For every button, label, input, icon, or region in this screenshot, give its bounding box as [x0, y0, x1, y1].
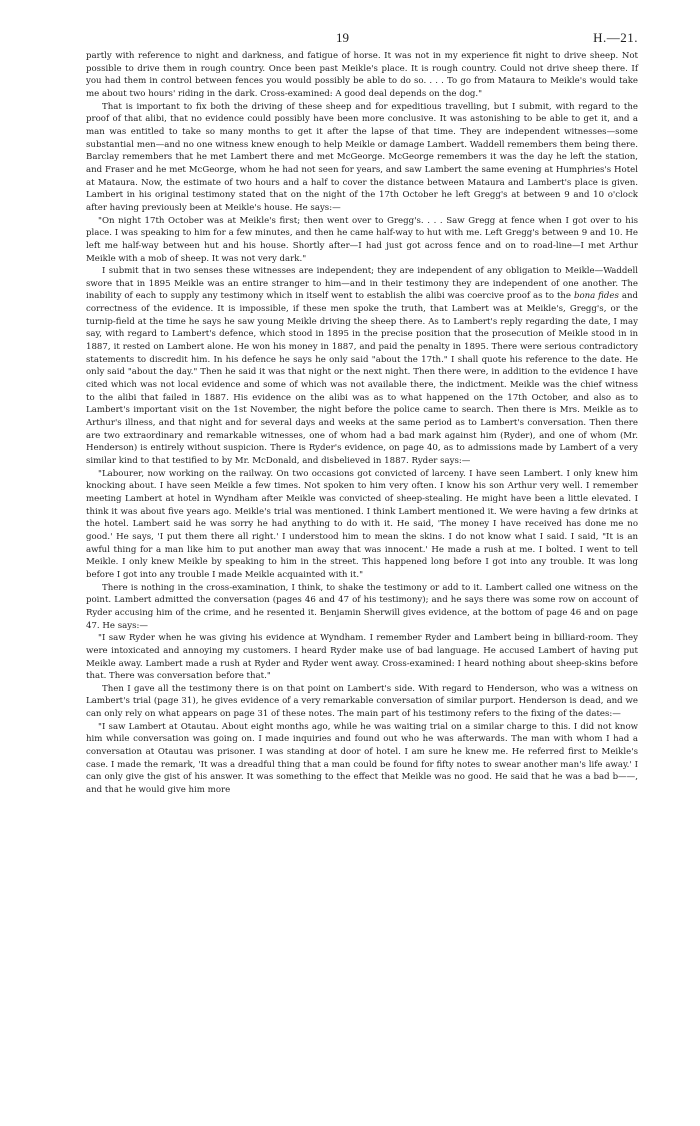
- paragraph: Then I gave all the testimony there is on that point on Lambert's side. With regard to Henderson, who was a witness on Lambert's trial (page 31), he gives evidence of a very remarkable conversation of similar purport. Henderson is dead, and we can only rely on what appears on page 31 of these notes. The main part of his testimony refers to the fixing of the dates:—: [86, 683, 638, 720]
- quoted-testimony: "I saw Lambert at Otautau. About eight months ago, while he was waiting trial on a similar charge to this. I did not know him while conversation was going on. I made inquiries and found out who he was afterwards. The man with whom I had a conversation at Otautau was prisoner. I was standing at door of hotel. I am sure he knew me. He referred first to Meikle's case. I made the remark, 'It was a dreadful thing that a man could be found for fifty notes to swear another man's life away.' I can only give the gist of his answer. It was something to the effect that Meikle was no good. He said that he was a bad b——, and that he would give him more: [86, 721, 638, 796]
- quoted-testimony: "Labourer, now working on the railway. On two occasions got convicted of larceny. I have seen Lambert. I only knew him knocking about. I have seen Meikle a few times. Not spoken to him very often. I know his son Arthur very well. I remember meeting Lambert at hotel in Wyndham after Meikle was convicted of sheep-stealing. He might have been a little elevated. I think it was about five years ago. Meikle's trial was mentioned. I think Lambert mentioned it. We were having a few drinks at the hotel. Lambert said he was sorry he had anything to do with it. He said, 'The money I have received has done me no good.' He says, 'I put them there all right.' I understood him to mean the skins. I do not know what I said. I said, "It is an awful thing for a man like him to put another man away that was innocent.' He made a rush at me. I bolted. I went to tell Meikle. I only knew Meikle by speaking to him in the street. This happened long before I got into any trouble. It was long before I got into any trouble I made Meikle acquainted with it.": [86, 468, 638, 580]
- page-header: [86, 30, 638, 70]
- paragraph: I submit that in two senses these witnesses are independent; they are independent of any obligation to Meikle—Waddell swore that in 1895 Meikle was an entire stranger to him—and in their testimony they are independent of one another. The inability of each to supply any testimony which in itself went to establish the alibi was coercive proof as to the bona fides and correctness of the evidence. It is impossible, if these men spoke the truth, that Lambert was at Meikle's, Gregg's, or the turnip-field at the time he says he saw young Meikle driving the sheep there. As to Lambert's reply regarding the date, I may say, with regard to Lambert's defence, which stood in 1895 in the precise position that the prosecution of Meikle stood in in 1887, it rested on Lambert alone. He won his money in 1887, and paid the penalty in 1895. There were serious contradictory statements to discredit him. In his defence he says he only said "about the 17th." I shall quote his reference to the date. He only said "about the day." Then he said it was that night or the next night. Then there were, in addition to the evidence I have cited which was not local evidence and some of which was not available there, the indictment. Meikle was the chief witness to the alibi that failed in 1887. His evidence on the alibi was as to what happened on the 17th October, and also as to Lambert's important visit on the 1st November, the night before the police came to search. Then there is Mrs. Meikle as to Arthur's illness, and that night and for several days and weeks at the same period as to Lambert's conversation. Then there are two extraordinary and remarkable witnesses, one of whom had a bad mark against him (Ryder), and one of whom (Mr. Henderson) is entirely without suspicion. There is Ryder's evidence, on page 40, as to admissions made by Lambert of a very similar kind to that testified to by Mr. McDonald, and disbelieved in 1887. Ryder says:—: [86, 266, 638, 466]
- page-number: 19: [336, 30, 349, 45]
- document-reference: H.—21.: [593, 30, 638, 45]
- quoted-testimony: "On night 17th October was at Meikle's first; then went over to Gregg's. . . . Saw Gregg at fence when I got over to his place. I was speaking to him for a few minutes, and then he came half-way to hut with me. Left Gregg's between 9 and 10. He left me half-way between hut and his house. Shortly after—I had just got across fence and on to road-line—I met Arthur Meikle with a mob of sheep. It was not very dark.": [86, 215, 638, 264]
- document-body: [86, 50, 638, 797]
- quoted-testimony: "I saw Ryder when he was giving his evidence at Wyndham. I remember Ryder and Lambert being in billiard-room. They were intoxicated and annoying my customers. I heard Ryder make use of bad language. He accused Lambert of having put Meikle away. Lambert made a rush at Ryder and Ryder went away. Cross-examined: I heard nothing about sheep-skins before that. There was conversation before that.": [86, 633, 638, 682]
- paragraph: partly with reference to night and darkness, and fatigue of horse. It was not in my experience fit night to drive sheep. Not possible to drive them in rough country. Once been past Meikle's place. It is rough country. Could not drive sheep there. If you had them in control between fences you would possibly be able to do so. . . . To go from Mataura to Meikle's would take me about two hours' riding in the dark. Cross-examined: A good deal depends on the dog.": [86, 51, 638, 99]
- paragraph: That is important to fix both the driving of these sheep and for expeditious travelling, but I submit, with regard to the proof of that alibi, that no evidence could possibly have been more conclusive. It was astonishing to be able to get it, and a man was entitled to take so many months to get it after the lapse of that time. They are independent witnesses—some substantial men—and no one witness knew enough to help Meikle or damage Lambert. Waddell remembers them being there. Barclay remembers that he met Lambert there and met McGeorge. McGeorge remembers it was the day he left the station, and Fraser and he met McGeorge, whom he had not seen for years, and saw Lambert the same evening at Humphries's Hotel at Mataura. Now, the estimate of two hours and a half to cover the distance between Mataura and Lambert's place is given. Lambert in his original testimony stated that on the night of the 17th October he left Gregg's at between 9 and 10 o'clock after having previously been at Meikle's house. He says:—: [86, 101, 638, 213]
- paragraph: There is nothing in the cross-examination, I think, to shake the testimony or add to it. Lambert called one witness on the point. Lambert admitted the conversation (pages 46 and 47 of his testimony); and he says there was some row on account of Ryder accusing him of the crime, and he resented it. Benjamin Sherwill gives evidence, at the bottom of page 46 and on page 47. He says:—: [86, 582, 638, 631]
